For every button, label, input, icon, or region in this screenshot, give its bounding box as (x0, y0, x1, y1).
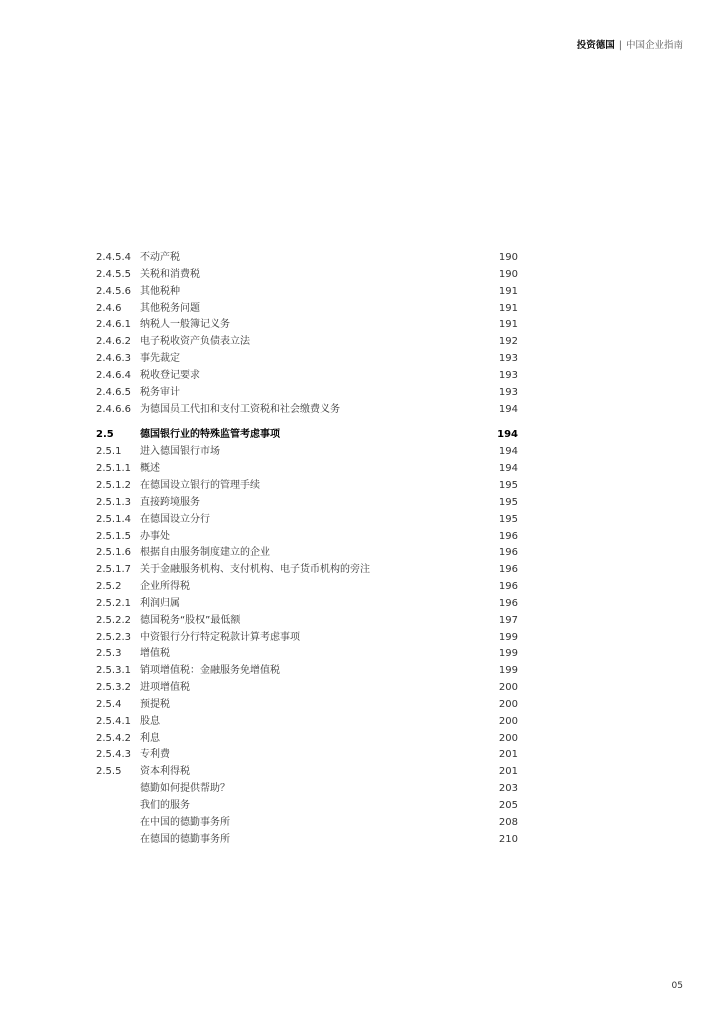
toc-entry[interactable] (96, 663, 518, 680)
toc-entry-title: 纳税人一般簿记义务 (140, 319, 230, 331)
toc-entry[interactable] (96, 747, 518, 764)
toc-entry-number: 2.4.6.4 (96, 369, 131, 381)
toc-entry-title: 其他税种 (140, 285, 180, 297)
toc-entry-title: 根据自由服务制度建立的企业 (140, 547, 270, 559)
toc-entry-page: 199 (498, 665, 518, 677)
toc-entry-number: 2.5.1.3 (96, 496, 131, 508)
toc-entry-title: 销项增值税：金融服务免增值税 (140, 665, 280, 677)
toc-entry-title: 股息 (140, 715, 160, 727)
toc-entry[interactable] (96, 478, 518, 495)
toc-entry[interactable] (96, 368, 518, 385)
toc-entry-title: 进入德国银行市场 (140, 446, 220, 458)
toc-entry[interactable] (96, 764, 518, 781)
toc-entry-number: 2.5.1.6 (96, 547, 131, 559)
toc-entry-number: 2.4.6.6 (96, 403, 131, 415)
toc-entry-page: 193 (498, 386, 518, 398)
toc-entry-page: 208 (498, 816, 518, 828)
toc-entry-title: 企业所得税 (140, 581, 190, 593)
toc-entry-title: 利息 (140, 732, 160, 744)
toc-entry-number: 2.5.1.5 (96, 530, 131, 542)
toc-entry[interactable] (96, 301, 518, 318)
toc-entry[interactable] (96, 334, 518, 351)
toc-entry-title: 在中国的德勤事务所 (140, 816, 230, 828)
toc-entry-page: 199 (498, 648, 518, 660)
toc-entry-title: 在德国的德勤事务所 (140, 833, 230, 845)
toc-entry[interactable] (96, 630, 518, 647)
toc-entry-page: 196 (498, 530, 518, 542)
toc-entry[interactable] (96, 351, 518, 368)
toc-entry-number: 2.5.3.2 (96, 682, 131, 694)
toc-entry-number: 2.4.5.4 (96, 252, 131, 263)
toc-entry-page: 196 (498, 564, 518, 576)
toc-entry-page: 194 (498, 463, 518, 475)
toc-entry-number: 2.5.1.7 (96, 564, 131, 576)
toc-entry-page: 191 (498, 302, 518, 314)
toc-entry[interactable] (96, 461, 518, 478)
toc-entry-title: 电子税收资产负债表立法 (140, 336, 250, 348)
toc-entry-title: 德国税务“股权”最低额 (140, 614, 241, 626)
toc-entry[interactable] (96, 495, 518, 512)
toc-entry[interactable] (96, 646, 518, 663)
toc-entry-title: 不动产税 (140, 252, 180, 263)
toc-entry[interactable] (96, 267, 518, 284)
toc-entry-title: 关于金融服务机构、支付机构、电子货币机构的旁注 (140, 564, 370, 576)
toc-entry-number: 2.4.5.5 (96, 268, 131, 280)
toc-entry-page: 196 (498, 547, 518, 559)
toc-entry-title: 为德国员工代扣和支付工资税和社会缴费义务 (140, 403, 340, 415)
toc-entry[interactable] (96, 579, 518, 596)
toc-entry[interactable] (96, 512, 518, 529)
toc-entry-title: 资本利得税 (140, 766, 190, 778)
toc-entry[interactable] (96, 385, 518, 402)
toc-entry-title: 概述 (140, 463, 160, 475)
header-separator: | (618, 40, 622, 51)
toc-entry-title: 德国银行业的特殊监管考虑事项 (140, 429, 280, 441)
toc-entry-title: 在德国设立银行的管理手续 (140, 479, 260, 491)
table-of-contents (96, 250, 518, 849)
toc-entry-page: 200 (498, 698, 518, 710)
toc-entry-page: 194 (497, 429, 518, 441)
toc-entry-page: 194 (498, 403, 518, 415)
running-header (577, 40, 683, 52)
toc-entry-title: 预提税 (140, 698, 170, 710)
toc-entry-page: 200 (498, 682, 518, 694)
toc-entry[interactable] (96, 680, 518, 697)
toc-entry-title: 德勤如何提供帮助？ (140, 783, 230, 795)
toc-entry-page: 210 (498, 833, 518, 845)
toc-entry-number: 2.5.4 (96, 698, 122, 710)
toc-entry-page: 200 (498, 715, 518, 727)
toc-entry-title: 税务审计 (140, 386, 180, 398)
toc-entry-page: 190 (498, 252, 518, 263)
toc-entry[interactable] (96, 529, 518, 546)
toc-entry-number: 2.5 (96, 429, 114, 441)
toc-entry-title: 在德国设立分行 (140, 513, 210, 525)
toc-entry-page: 192 (498, 336, 518, 348)
toc-entry-page: 196 (498, 581, 518, 593)
toc-entry-title: 增值税 (140, 648, 170, 660)
toc-entry-title: 关税和消费税 (140, 268, 200, 280)
toc-entry-title: 办事处 (140, 530, 170, 542)
toc-entry-page: 200 (498, 732, 518, 744)
toc-entry-page: 190 (498, 268, 518, 280)
toc-entry-title: 直接跨境服务 (140, 496, 200, 508)
toc-entry-number: 2.5.3.1 (96, 665, 131, 677)
toc-entry[interactable] (96, 545, 518, 562)
header-subtitle: 中国企业指南 (625, 40, 683, 51)
toc-entry-number: 2.5.5 (96, 766, 122, 778)
toc-entry-number: 2.4.6.3 (96, 353, 131, 365)
toc-entry-number: 2.5.1.4 (96, 513, 131, 525)
toc-entry-number: 2.4.6.2 (96, 336, 131, 348)
toc-entry-page: 194 (498, 446, 518, 458)
toc-entry[interactable] (96, 250, 518, 267)
toc-entry-page: 196 (498, 597, 518, 609)
toc-entry-title: 其他税务问题 (140, 302, 200, 314)
toc-entry[interactable] (96, 427, 518, 444)
toc-entry-page: 205 (498, 800, 518, 811)
toc-entry[interactable] (96, 284, 518, 301)
toc-entry[interactable] (96, 815, 518, 832)
toc-entry-page: 203 (498, 783, 518, 795)
toc-entry-number: 2.5.3 (96, 648, 122, 660)
toc-entry[interactable] (96, 731, 518, 748)
toc-entry-number: 2.5.4.3 (96, 749, 131, 761)
toc-entry[interactable] (96, 697, 518, 714)
toc-entry-page: 201 (498, 766, 518, 778)
toc-entry-page: 193 (498, 353, 518, 365)
toc-entry-title: 事先裁定 (140, 353, 180, 365)
toc-entry-page: 195 (498, 513, 518, 525)
toc-entry-number: 2.5.2.1 (96, 597, 131, 609)
toc-entry-number: 2.5.1 (96, 446, 122, 458)
toc-entry-number: 2.5.2.3 (96, 631, 131, 643)
toc-entry-title: 税收登记要求 (140, 369, 200, 381)
toc-entry-number: 2.4.5.6 (96, 285, 131, 297)
toc-entry[interactable] (96, 562, 518, 579)
toc-entry-title: 我们的服务 (140, 800, 190, 811)
toc-entry[interactable] (96, 798, 518, 815)
header-brand: 投资德国 (576, 40, 615, 51)
toc-entry-number: 2.4.6 (96, 302, 122, 314)
toc-entry[interactable] (96, 444, 518, 461)
toc-entry-number: 2.5.1.2 (96, 479, 131, 491)
toc-entry-page: 193 (498, 369, 518, 381)
toc-entry-page: 195 (498, 496, 518, 508)
toc-entry-number: 2.5.4.1 (96, 715, 131, 727)
page-number: 05 (671, 981, 683, 991)
toc-entry-number: 2.5.4.2 (96, 732, 131, 744)
toc-entry[interactable] (96, 317, 518, 334)
toc-entry-title: 中资银行分行特定税款计算考虑事项 (140, 631, 300, 643)
toc-entry-title: 专利费 (140, 749, 170, 761)
toc-entry-page: 191 (498, 285, 518, 297)
toc-entry-number: 2.5.1.1 (96, 463, 131, 475)
toc-entry[interactable] (96, 596, 518, 613)
toc-entry-number: 2.4.6.1 (96, 319, 131, 331)
toc-entry[interactable] (96, 402, 518, 419)
toc-entry-title: 利润归属 (140, 597, 180, 609)
toc-entry-page: 197 (498, 614, 518, 626)
toc-entry[interactable] (96, 832, 518, 849)
toc-entry[interactable] (96, 781, 518, 798)
toc-entry-page: 201 (498, 749, 518, 761)
toc-entry-number: 2.4.6.5 (96, 386, 131, 398)
toc-entry-number: 2.5.2.2 (96, 614, 131, 626)
toc-entry-page: 195 (498, 479, 518, 491)
toc-entry-title: 进项增值税 (140, 682, 190, 694)
toc-entry-page: 191 (498, 319, 518, 331)
toc-entry[interactable] (96, 613, 518, 630)
toc-entry-page: 199 (498, 631, 518, 643)
toc-entry-number: 2.5.2 (96, 581, 122, 593)
toc-entry[interactable] (96, 714, 518, 731)
